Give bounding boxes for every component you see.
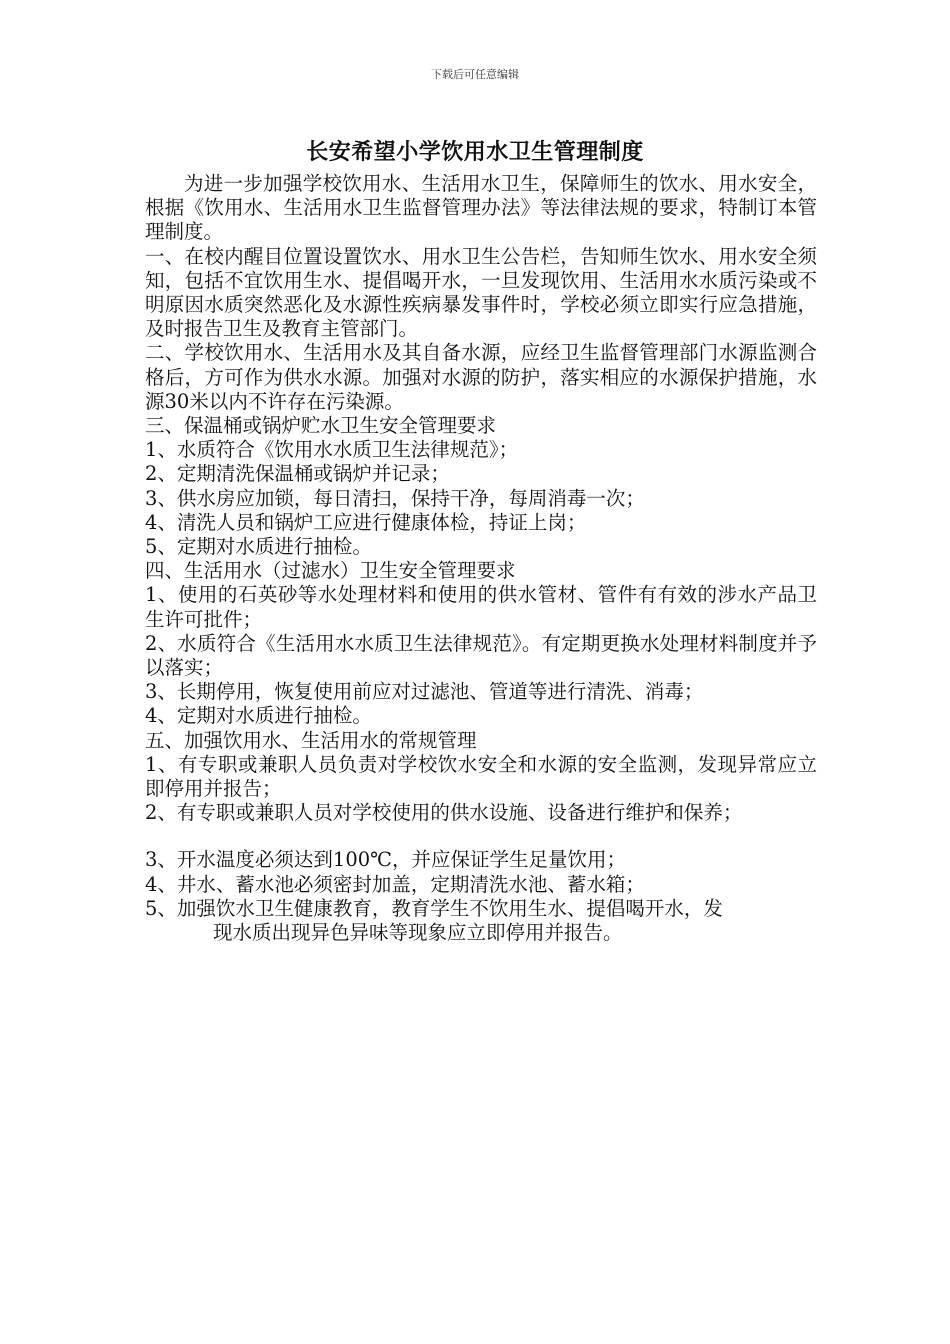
intro-paragraph: 为进一步加强学校饮用水、生活用水卫生，保障师生的饮水、用水安全，根据《饮用水、生活用水卫生监督管理办法》等法律法规的要求，特制订本管理制度。 — [145, 172, 817, 244]
section-5-item-5-line-1: 5、加强饮水卫生健康教育，教育学生不饮用生水、提倡喝开水，发 — [145, 896, 723, 920]
section-3-item-2: 2、定期清洗保温桶或锅炉并记录； — [145, 462, 450, 486]
document-body — [145, 172, 817, 945]
section-3-heading: 三、保温桶或锅炉贮水卫生安全管理要求 — [145, 414, 497, 438]
section-3-item-4: 4、清洗人员和锅炉工应进行健康体检，持证上岗； — [145, 510, 587, 534]
section-5-item-1: 1、有专职或兼职人员负责对学校饮水安全和水源的安全监测，发现异常应立即停用并报告； — [145, 752, 817, 801]
section-3-item-1: 1、水质符合《饮用水水质卫生法律规范》； — [145, 438, 519, 462]
section-5-item-5 — [145, 897, 817, 945]
section-5-heading: 五、加强饮用水、生活用水的常规管理 — [145, 728, 477, 752]
section-3-item-5: 5、定期对水质进行抽检。 — [145, 535, 372, 559]
section-4-item-1: 1、使用的石英砂等水处理材料和使用的供水管材、管件有有效的涉水产品卫生许可批件； — [145, 583, 817, 631]
section-1-paragraph: 一、在校内醒目位置设置饮水、用水卫生公告栏，告知师生饮水、用水安全须知，包括不宜饮用生水、提倡喝开水，一旦发现饮用、生活用水水质污染或不明原因水质突然恶化及水源性疾病暴发事件时，学校必须立即实行应急措施，及时报告卫生及教育主管部门。 — [145, 244, 817, 341]
section-5-item-4: 4、井水、蓄水池必须密封加盖，定期清洗水池、蓄水箱； — [145, 872, 645, 896]
header-note: 下载后可任意编辑 — [431, 68, 519, 81]
section-4-item-2: 2、水质符合《生活用水水质卫生法律规范》。有定期更换水处理材料制度并予以落实； — [145, 631, 817, 680]
section-4-item-3: 3、长期停用，恢复使用前应对过滤池、管道等进行清洗、消毒； — [145, 680, 704, 704]
section-4-heading: 四、生活用水（过滤水）卫生安全管理要求 — [145, 559, 516, 583]
section-5-item-3: 3、开水温度必须达到100℃，并应保证学生足量饮用； — [145, 848, 626, 872]
section-5-item-2: 2、有专职或兼职人员对学校使用的供水设施、设备进行维护和保养； — [145, 801, 743, 825]
section-4-item-4: 4、定期对水质进行抽检。 — [145, 704, 372, 728]
section-5-item-5-line-2: 现水质出现异色异味等现象应立即停用并报告。 — [213, 921, 623, 945]
document-title: 长安希望小学饮用水卫生管理制度 — [306, 139, 644, 165]
section-2-paragraph: 二、学校饮用水、生活用水及其自备水源，应经卫生监督管理部门水源监测合格后，方可作为供水水源。加强对水源的防护，落实相应的水源保护措施，水源30米以内不许存在污染源。 — [145, 341, 817, 413]
blank-line — [145, 825, 817, 848]
section-3-item-3: 3、供水房应加锁，每日清扫，保持干净，每周消毒一次； — [145, 486, 645, 510]
